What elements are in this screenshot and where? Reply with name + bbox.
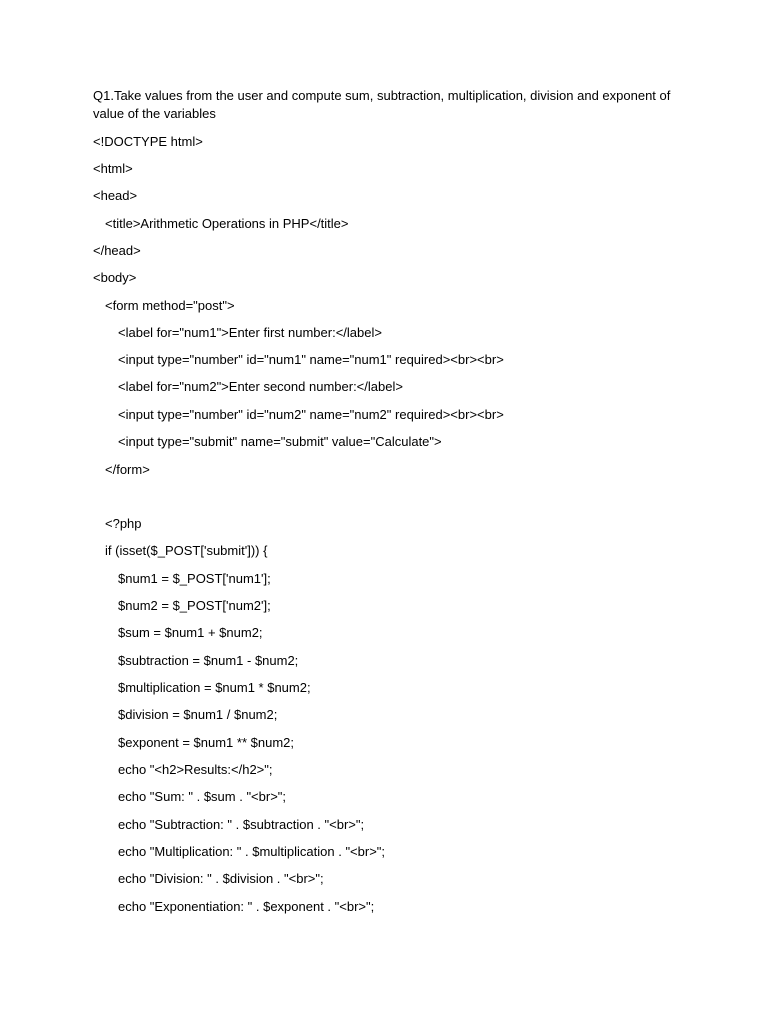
code-line-echo-subtraction: echo "Subtraction: " . $subtraction . "<br>"; <box>118 817 365 832</box>
question-text: Q1.Take values from the user and compute sum, subtraction, multiplication, division and exponent of value of the variables <box>93 88 671 121</box>
code-line-if-isset: if (isset($_POST['submit'])) { <box>105 543 268 558</box>
code-line-echo-division: echo "Division: " . $division . "<br>"; <box>118 871 324 886</box>
code-line-form-close: </form> <box>105 462 150 477</box>
code-line-label-num1: <label for="num1">Enter first number:</label> <box>118 325 382 340</box>
code-line-head-close: </head> <box>93 243 141 258</box>
code-line-body-open: <body> <box>93 270 137 285</box>
code-line-label-num2: <label for="num2">Enter second number:</label> <box>118 379 403 394</box>
code-line-echo-sum: echo "Sum: " . $sum . "<br>"; <box>118 789 287 804</box>
code-line-num2-assign: $num2 = $_POST['num2']; <box>118 598 271 613</box>
code-line-doctype: <!DOCTYPE html> <box>93 134 203 149</box>
code-line-input-num1: <input type="number" id="num1" name="num1" required><br><br> <box>118 352 504 367</box>
code-line-title: <title>Arithmetic Operations in PHP</title> <box>105 216 349 231</box>
code-line-multiplication: $multiplication = $num1 * $num2; <box>118 680 311 695</box>
code-line-sum: $sum = $num1 + $num2; <box>118 625 263 640</box>
code-line-division: $division = $num1 / $num2; <box>118 707 278 722</box>
code-line-head-open: <head> <box>93 188 138 203</box>
code-line-php-open: <?php <box>105 516 142 531</box>
code-line-subtraction: $subtraction = $num1 - $num2; <box>118 653 299 668</box>
code-line-html-open: <html> <box>93 161 133 176</box>
code-line-form-open: <form method="post"> <box>105 298 235 313</box>
code-line-echo-multiplication: echo "Multiplication: " . $multiplication . "<br>"; <box>118 844 386 859</box>
code-line-input-num2: <input type="number" id="num2" name="num2" required><br><br> <box>118 407 504 422</box>
code-line-exponent: $exponent = $num1 ** $num2; <box>118 735 294 750</box>
code-line-num1-assign: $num1 = $_POST['num1']; <box>118 571 271 586</box>
code-line-echo-results: echo "<h2>Results:</h2>"; <box>118 762 273 777</box>
code-line-input-submit: <input type="submit" name="submit" value="Calculate"> <box>118 434 442 449</box>
code-line-echo-exponentiation: echo "Exponentiation: " . $exponent . "<br>"; <box>118 899 375 914</box>
